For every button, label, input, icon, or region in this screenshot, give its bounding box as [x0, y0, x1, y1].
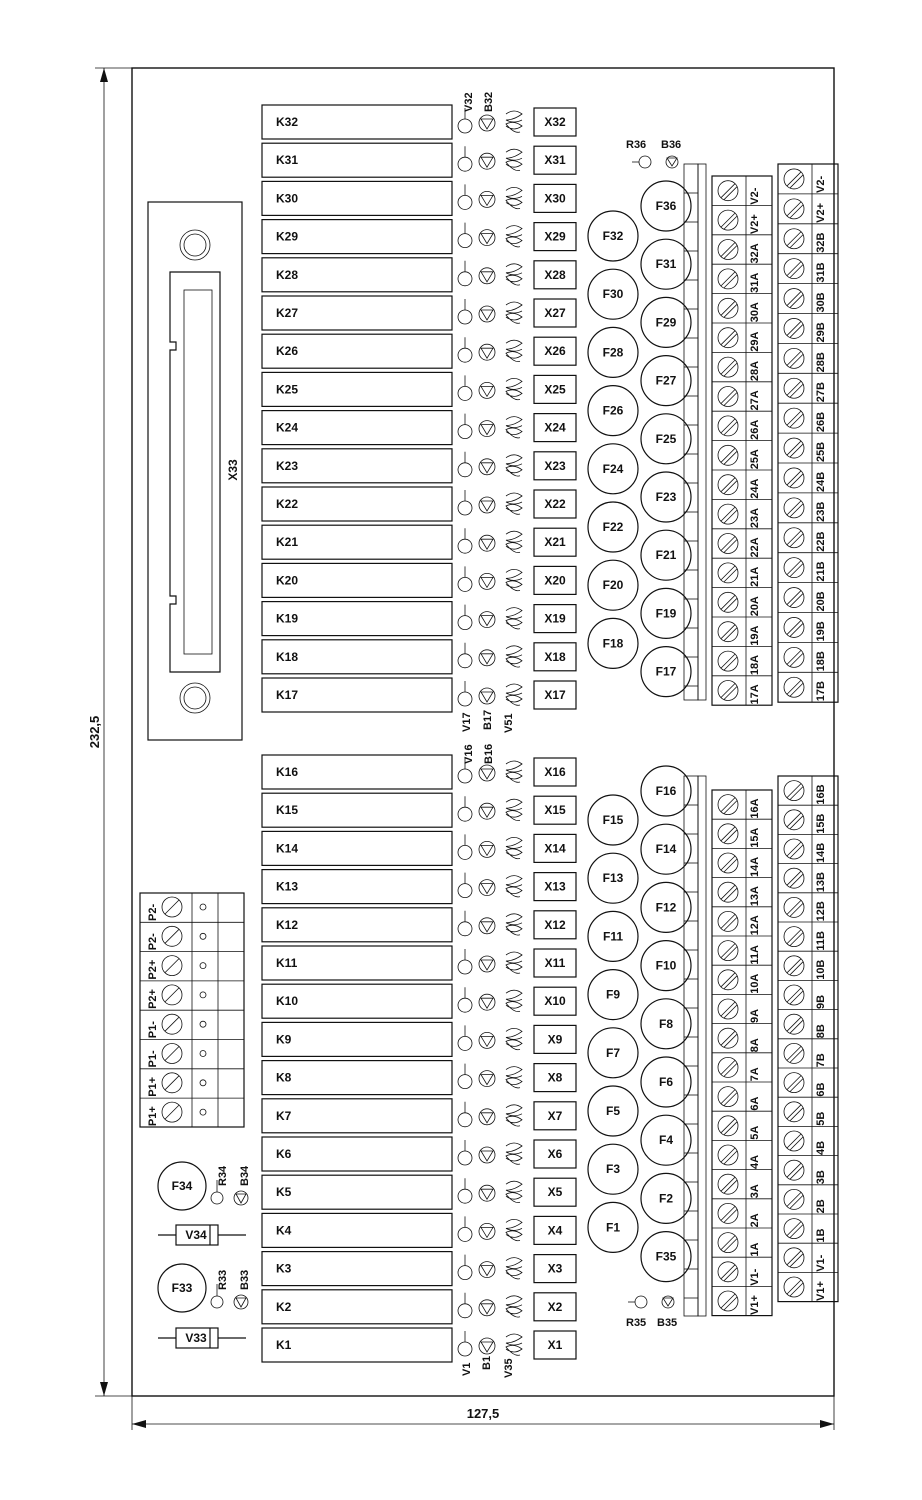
label-b1: B1 — [481, 1355, 493, 1370]
fuse — [588, 1144, 638, 1194]
relay-row — [262, 1022, 576, 1056]
strip-terminal-label: 32B — [815, 232, 827, 253]
terminal-label: X5 — [547, 1185, 563, 1200]
fuse — [588, 1086, 638, 1136]
relay-label: K29 — [276, 229, 299, 244]
fuse — [588, 970, 638, 1020]
strip-terminal-label: 15B — [815, 813, 827, 834]
strip-terminal-label: 7B — [815, 1053, 827, 1068]
relay-label: K6 — [276, 1147, 292, 1161]
power-terminal-label: P2- — [147, 933, 159, 951]
strip-terminal-label: V1- — [749, 1268, 761, 1286]
fuse-label: F8 — [658, 1016, 674, 1031]
strip-terminal-label: V2- — [815, 175, 827, 193]
fuse-label: F1 — [605, 1220, 621, 1235]
power-terminal-label: P1+ — [147, 1106, 159, 1127]
fuse-f33-label: F33 — [171, 1281, 193, 1295]
fuse — [641, 414, 691, 464]
strip-terminal-label: 8A — [749, 1038, 761, 1053]
strip-terminal-label: 11A — [749, 945, 761, 965]
strip-terminal-label: 17A — [749, 684, 761, 705]
relay-row — [262, 372, 576, 406]
fuse — [588, 386, 638, 436]
relay-label: K20 — [276, 573, 299, 588]
fuse-label: F12 — [655, 900, 677, 915]
relay-row — [262, 334, 576, 368]
strip-terminal-label: 28A — [749, 360, 761, 382]
fuse-label: F26 — [602, 403, 624, 418]
terminal-label: X23 — [544, 458, 566, 473]
relay-label: K22 — [276, 497, 299, 511]
strip-terminal-label: 10B — [815, 959, 827, 980]
relay-row — [262, 755, 576, 789]
terminal-label: X1 — [547, 1338, 563, 1352]
strip-terminal-label: 12A — [749, 915, 761, 936]
strip-terminal-label: V1+ — [815, 1281, 827, 1301]
fuse-label: F14 — [655, 842, 677, 857]
relay-row — [262, 1061, 576, 1095]
fuse — [641, 472, 691, 522]
fuse-label: F9 — [605, 987, 621, 1002]
fuse-label: F5 — [605, 1104, 621, 1118]
strip-terminal-label: 13B — [815, 872, 827, 893]
strip-terminal-label: V1+ — [749, 1295, 761, 1315]
label-r36: R36 — [626, 139, 647, 151]
fuse — [588, 269, 638, 319]
strip-terminal-label: V2- — [749, 187, 761, 205]
terminal-label: X21 — [544, 535, 566, 550]
relay-row — [262, 143, 576, 177]
fuse-label: F30 — [602, 287, 624, 302]
strip-terminal-label: 6B — [815, 1082, 827, 1097]
strip-terminal-label: 9B — [815, 994, 827, 1009]
terminal-label: X28 — [544, 267, 566, 282]
relay-label: K16 — [276, 765, 299, 779]
fuse-label: F10 — [655, 958, 677, 973]
strip-terminal-label: 3B — [815, 1170, 827, 1185]
width-dimension-label: 127,5 — [466, 1406, 500, 1421]
strip-terminal-label: 21B — [815, 561, 827, 582]
fuse — [641, 941, 691, 991]
fuse-label: F28 — [602, 345, 624, 360]
fuse — [641, 588, 691, 638]
fuse — [641, 297, 691, 347]
terminal-label: X15 — [544, 803, 566, 818]
terminal-label: X12 — [544, 917, 566, 932]
relay-row — [262, 908, 576, 942]
strip-terminal-label: 19A — [749, 625, 761, 646]
fuse — [588, 1202, 638, 1252]
terminal-label: X3 — [547, 1261, 563, 1276]
relay-label: K15 — [276, 803, 299, 818]
relay-row — [262, 258, 576, 292]
height-dimension-label: 232,5 — [87, 715, 102, 749]
fuses — [588, 164, 706, 1316]
strip-terminal-label: 27A — [749, 390, 761, 411]
strip-terminal-label: 26B — [815, 411, 827, 433]
power-terminal-label: P1- — [147, 1021, 159, 1039]
relay-row — [262, 220, 576, 254]
relay-label: K18 — [276, 649, 299, 664]
fuse — [641, 181, 691, 231]
relay-label: K13 — [276, 879, 299, 894]
aux-components — [158, 1162, 251, 1348]
strip-terminal-label: 22A — [749, 537, 761, 558]
fuse — [588, 1028, 638, 1078]
strip-terminal-label: 12B — [815, 901, 827, 922]
fuse — [588, 327, 638, 377]
relay-label: K31 — [276, 153, 299, 168]
fuse — [641, 647, 691, 697]
fuse — [641, 1173, 691, 1223]
terminal-label: X25 — [544, 382, 566, 397]
height-dimension — [87, 68, 132, 1396]
fuse-label: F19 — [655, 606, 677, 621]
relay-row — [262, 525, 576, 559]
fuse-label: F22 — [602, 520, 624, 534]
terminal-label: X6 — [547, 1147, 563, 1161]
fuse-label: F4 — [658, 1133, 674, 1148]
label-b33: B33 — [239, 1269, 251, 1290]
terminal-label: X10 — [544, 994, 566, 1009]
fuse-label: F23 — [655, 490, 677, 504]
strip-a-top — [712, 176, 772, 705]
strip-terminal-label: 16B — [815, 784, 827, 805]
label-v35: V35 — [503, 1358, 515, 1378]
relay-row — [262, 1290, 576, 1324]
terminal-strips — [712, 164, 838, 1316]
fuse-label: F6 — [658, 1075, 674, 1089]
connector-label: X33 — [226, 459, 240, 481]
fuse-label: F36 — [655, 199, 677, 213]
terminal-label: X31 — [544, 153, 566, 168]
relay-row — [262, 640, 576, 674]
terminal-label: X2 — [547, 1299, 563, 1314]
terminal-label: X16 — [544, 765, 566, 779]
relay-label: K12 — [276, 917, 299, 932]
fuse-label: F2 — [658, 1191, 674, 1206]
strip-terminal-label: 4A — [749, 1154, 761, 1169]
relay-row — [262, 449, 576, 483]
fuse — [588, 618, 638, 668]
strip-terminal-label: 19B — [815, 621, 827, 642]
indicator-r35-b35 — [626, 1296, 677, 1329]
relay-row — [262, 870, 576, 904]
fuse — [641, 766, 691, 816]
terminal-label: X11 — [544, 956, 566, 970]
relay-row — [262, 984, 576, 1018]
fuse — [641, 999, 691, 1049]
fuse — [641, 239, 691, 289]
fuse — [641, 1057, 691, 1107]
label-r35: R35 — [626, 1317, 647, 1329]
label-v1: V1 — [461, 1362, 473, 1376]
terminal-label: X19 — [544, 611, 566, 626]
fuse — [588, 560, 638, 610]
fuse — [641, 824, 691, 874]
strip-terminal-label: 31B — [815, 262, 827, 283]
relay-label: K25 — [276, 382, 299, 397]
fuse-label: F15 — [602, 813, 624, 827]
width-dimension — [132, 1396, 834, 1430]
relay-label: K11 — [276, 956, 298, 970]
strip-terminal-label: 25B — [815, 441, 827, 463]
relay-label: K1 — [276, 1338, 292, 1352]
fuse — [588, 444, 638, 494]
fuse — [588, 211, 638, 261]
strip-terminal-label: 2A — [749, 1213, 761, 1228]
label-b35: B35 — [657, 1317, 678, 1329]
strip-terminal-label: 29B — [815, 322, 827, 343]
fuse-f34-label: F34 — [171, 1179, 193, 1193]
power-terminal-label: P2- — [147, 903, 159, 921]
connector-x33 — [148, 202, 242, 740]
strip-terminal-label: 14B — [815, 842, 827, 863]
relay-row — [262, 831, 576, 865]
relay-label: K27 — [276, 306, 299, 320]
relay-label: K3 — [276, 1261, 292, 1276]
fuse-label: F13 — [602, 871, 624, 886]
fuse — [641, 530, 691, 580]
relay-label: K23 — [276, 458, 299, 473]
strip-b-bottom — [778, 776, 838, 1302]
terminal-label: X20 — [544, 573, 566, 588]
label-b17: B17 — [482, 709, 494, 730]
power-terminal-label: P1+ — [147, 1076, 159, 1097]
relay-row — [262, 1328, 576, 1362]
relay-label: K21 — [276, 535, 299, 550]
relay-label: K9 — [276, 1032, 292, 1047]
strip-terminal-label: 28B — [815, 352, 827, 373]
relay-label: K2 — [276, 1299, 292, 1314]
strip-terminal-label: 31A — [749, 272, 761, 293]
fuse — [641, 1115, 691, 1165]
relay-row — [262, 1252, 576, 1286]
label-b32: B32 — [483, 91, 495, 112]
label-r34: R34 — [217, 1165, 229, 1186]
strip-terminal-label: 20B — [815, 591, 827, 612]
fuse-label: F27 — [655, 373, 677, 388]
label-b16: B16 — [483, 743, 495, 764]
label-r33: R33 — [217, 1269, 229, 1290]
fuse-label: F16 — [655, 784, 677, 798]
fuse-label: F18 — [602, 636, 624, 651]
relay-label: K24 — [276, 420, 299, 435]
terminal-label: X26 — [544, 344, 566, 359]
fuse-label: F35 — [655, 1249, 677, 1264]
fuse-label: F3 — [605, 1162, 621, 1177]
diode-v33-label: V33 — [185, 1331, 207, 1345]
label-v32: V32 — [463, 92, 475, 112]
relay-row — [262, 105, 576, 139]
fuse — [588, 502, 638, 552]
terminal-label: X18 — [544, 649, 566, 664]
strip-terminal-label: 17B — [815, 681, 827, 702]
strip-terminal-label: 32A — [749, 243, 761, 264]
label-b36: B36 — [661, 139, 682, 151]
strip-terminal-label: 1A — [749, 1242, 761, 1257]
relay-label: K5 — [276, 1185, 292, 1200]
relay-row — [262, 563, 576, 597]
strip-terminal-label: V1- — [815, 1254, 827, 1272]
relay-label: K10 — [276, 994, 299, 1009]
strip-terminal-label: 5B — [815, 1111, 827, 1126]
power-terminal-label: P2+ — [147, 989, 159, 1009]
terminal-label: X30 — [544, 191, 566, 206]
strip-terminal-label: 29A — [749, 331, 761, 352]
relay-row — [262, 181, 576, 215]
label-v17: V17 — [461, 712, 473, 732]
relay-label: K8 — [276, 1070, 292, 1085]
fuse — [588, 911, 638, 961]
relay-label: K17 — [276, 688, 299, 702]
strip-terminal-label: 16A — [749, 798, 761, 819]
strip-terminal-label: 18A — [749, 654, 761, 676]
fuse-label: F31 — [655, 257, 677, 272]
relay-row — [262, 411, 576, 445]
fuse-label: F7 — [605, 1045, 621, 1060]
strip-terminal-label: 14A — [749, 856, 761, 877]
relay-rows — [262, 105, 576, 1362]
relay-row — [262, 793, 576, 827]
fuse-label: F20 — [602, 578, 624, 593]
strip-terminal-label: 1B — [815, 1228, 827, 1243]
terminal-label: X24 — [544, 420, 566, 435]
label-v16: V16 — [463, 744, 475, 764]
terminal-label: X29 — [544, 229, 566, 244]
strip-terminal-label: 30A — [749, 302, 761, 323]
fuse-label: F24 — [602, 461, 624, 476]
strip-terminal-label: 21A — [749, 566, 761, 587]
power-terminal-label: P2+ — [147, 959, 159, 980]
strip-terminal-label: 26A — [749, 419, 761, 440]
relay-label: K19 — [276, 611, 299, 626]
strip-b-top — [778, 164, 838, 702]
fuse — [641, 1232, 691, 1282]
relay-row — [262, 1099, 576, 1133]
diode-v34-label: V34 — [185, 1228, 207, 1242]
strip-terminal-label: 25A — [749, 449, 761, 470]
strip-terminal-label: 11B — [815, 931, 827, 951]
fuse-label: F17 — [655, 664, 677, 679]
strip-terminal-label: 7A — [749, 1067, 761, 1082]
strip-terminal-label: 5A — [749, 1125, 761, 1140]
fuse-label: F29 — [655, 315, 677, 330]
relay-row — [262, 1213, 576, 1247]
fuse — [641, 356, 691, 406]
relay-row — [262, 487, 576, 521]
strip-terminal-label: 15A — [749, 827, 761, 848]
strip-terminal-label: V2+ — [815, 202, 827, 223]
strip-terminal-label: 6A — [749, 1096, 761, 1111]
terminal-label: X14 — [544, 841, 566, 856]
strip-terminal-label: 22B — [815, 531, 827, 552]
relay-label: K26 — [276, 344, 299, 359]
strip-terminal-label: 10A — [749, 973, 761, 994]
relay-row — [262, 946, 576, 980]
strip-terminal-label: 13A — [749, 886, 761, 907]
relay-label: K4 — [276, 1223, 292, 1238]
fuse — [588, 853, 638, 903]
strip-a-bottom — [712, 790, 772, 1316]
indicator-r36-b36 — [626, 139, 681, 168]
fuse-label: F11 — [602, 929, 624, 944]
terminal-label: X17 — [544, 688, 566, 702]
label-v51: V51 — [503, 713, 515, 733]
strip-terminal-label: 24B — [815, 471, 827, 492]
fuse-label: F32 — [602, 229, 624, 243]
fuse-label: F25 — [655, 431, 677, 446]
relay-row — [262, 1137, 576, 1171]
fuse — [588, 795, 638, 845]
strip-terminal-label: 23A — [749, 507, 761, 529]
strip-terminal-label: 9A — [749, 1008, 761, 1023]
power-terminal-label: P1- — [147, 1050, 159, 1068]
strip-terminal-label: V2+ — [749, 214, 761, 235]
strip-terminal-label: 8B — [815, 1024, 827, 1039]
terminal-label: X13 — [544, 879, 566, 894]
relay-label: K32 — [276, 115, 299, 129]
relay-row — [262, 602, 576, 636]
strip-terminal-label: 24A — [749, 478, 761, 499]
strip-terminal-label: 3A — [749, 1184, 761, 1199]
relay-label: K28 — [276, 267, 299, 282]
power-terminal-block — [140, 893, 244, 1127]
strip-terminal-label: 18B — [815, 651, 827, 672]
relay-label: K14 — [276, 841, 299, 856]
fuse-label: F21 — [655, 548, 677, 563]
strip-terminal-label: 2B — [815, 1199, 827, 1214]
relay-row — [262, 678, 576, 712]
strip-terminal-label: 20A — [749, 596, 761, 617]
relay-row — [262, 1175, 576, 1209]
strip-terminal-label: 30B — [815, 292, 827, 313]
strip-terminal-label: 4B — [815, 1140, 827, 1155]
strip-terminal-label: 23B — [815, 501, 827, 522]
relay-row — [262, 296, 576, 330]
terminal-label: X22 — [544, 497, 566, 511]
terminal-label: X4 — [547, 1223, 563, 1238]
label-b34: B34 — [239, 1165, 251, 1186]
relay-label: K30 — [276, 191, 299, 206]
relay-label: K7 — [276, 1108, 292, 1123]
terminal-label: X27 — [544, 306, 566, 320]
fuse — [641, 882, 691, 932]
strip-terminal-label: 27B — [815, 382, 827, 403]
terminal-label: X8 — [547, 1070, 563, 1085]
terminal-label: X7 — [547, 1108, 563, 1123]
terminal-label: X32 — [544, 115, 566, 129]
terminal-label: X9 — [547, 1032, 563, 1047]
